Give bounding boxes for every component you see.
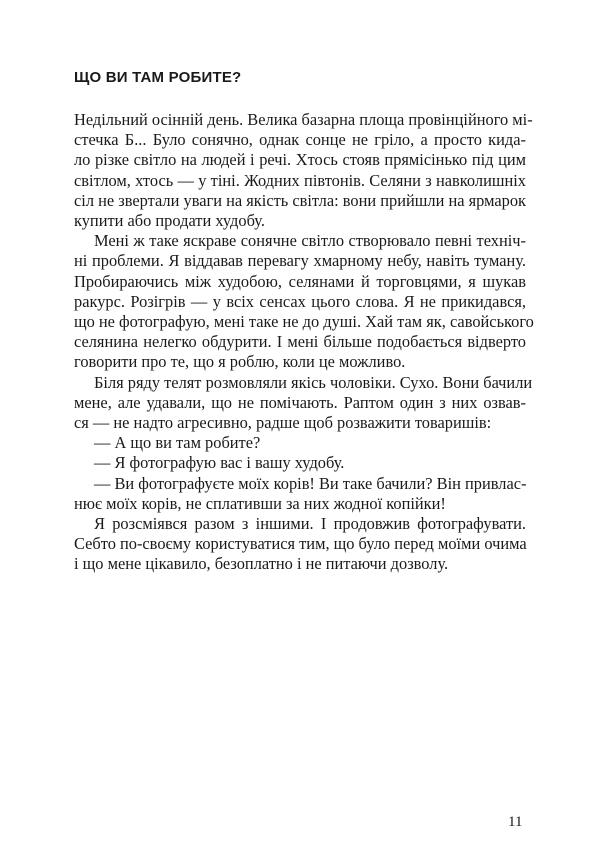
- text-line: що не фотографую, мені таке не до душі. Хай там як, савойського: [74, 312, 534, 332]
- text-line: Недільний осінній день. Велика базарна площа провінційного мі-: [74, 110, 533, 129]
- text-line: стечка Б... Було сонячно, однак сонце не гріло, а просто кида-: [74, 130, 526, 150]
- text-line: світлом, хтось — у тіні. Жодних півтонів. Селяни з навколишніх: [74, 170, 526, 190]
- paragraph: [74, 514, 526, 575]
- text-line: купити або продати худобу.: [74, 211, 265, 231]
- text-line: селянина нелегко обдурити. І мені більше подобається відверто: [74, 332, 526, 352]
- body-text: [74, 110, 534, 575]
- text-line: — А що ви там робите?: [94, 433, 261, 453]
- text-line: — Ви фотографуєте моїх корів! Ви таке бачили? Він привлас-: [94, 473, 527, 493]
- paragraph: [74, 231, 534, 372]
- chapter-heading: ЩО ВИ ТАМ РОБИТЕ?: [74, 69, 242, 86]
- text-line: — Я фотографую вас і вашу худобу.: [94, 453, 345, 473]
- paragraph: [74, 110, 533, 231]
- dialogue-line: [74, 474, 526, 514]
- text-line: говорити про те, що я роблю, коли це можливо.: [74, 352, 406, 372]
- text-line: ся — не надто агресивно, радше щоб розважити товаришів:: [74, 413, 492, 433]
- text-line: ло різке світло на людей і речі. Хтось стояв прямісінько під цим: [74, 150, 526, 170]
- text-line: мене, але удавали, що не помічають. Раптом один з них озвав-: [74, 392, 526, 412]
- paragraph: [74, 372, 533, 434]
- text-line: Себто по-своєму користуватися тим, що було перед моїми очима: [74, 534, 527, 554]
- dialogue-line: [74, 453, 526, 473]
- text-line: Біля ряду телят розмовляли якісь чоловіки. Сухо. Вони бачили: [94, 372, 533, 392]
- dialogue-line: [74, 433, 526, 453]
- text-line: і що мене цікавило, безоплатно і не питаючи дозволу.: [74, 554, 449, 574]
- text-line: Я розсміявся разом з іншими. І продовжив фотографувати.: [94, 514, 526, 534]
- text-line: Пробираючись між худобою, селянами й торговцями, я шукав: [74, 271, 526, 291]
- text-line: Мені ж таке яскраве сонячне світло створювало певні техніч-: [94, 231, 526, 251]
- text-line: сіл не звертали уваги на якість світла: вони прийшли на ярмарок: [74, 190, 526, 210]
- text-line: нює моїх корів, не сплативши за них жодної копійки!: [74, 493, 446, 513]
- text-line: ракурс. Розігрів — у всіх сенсах цього слова. Я не прикидався,: [74, 291, 526, 311]
- text-line: ні проблеми. Я віддавав перевагу хмарному небу, навіть туману.: [74, 251, 526, 271]
- page-number: 11: [508, 814, 523, 830]
